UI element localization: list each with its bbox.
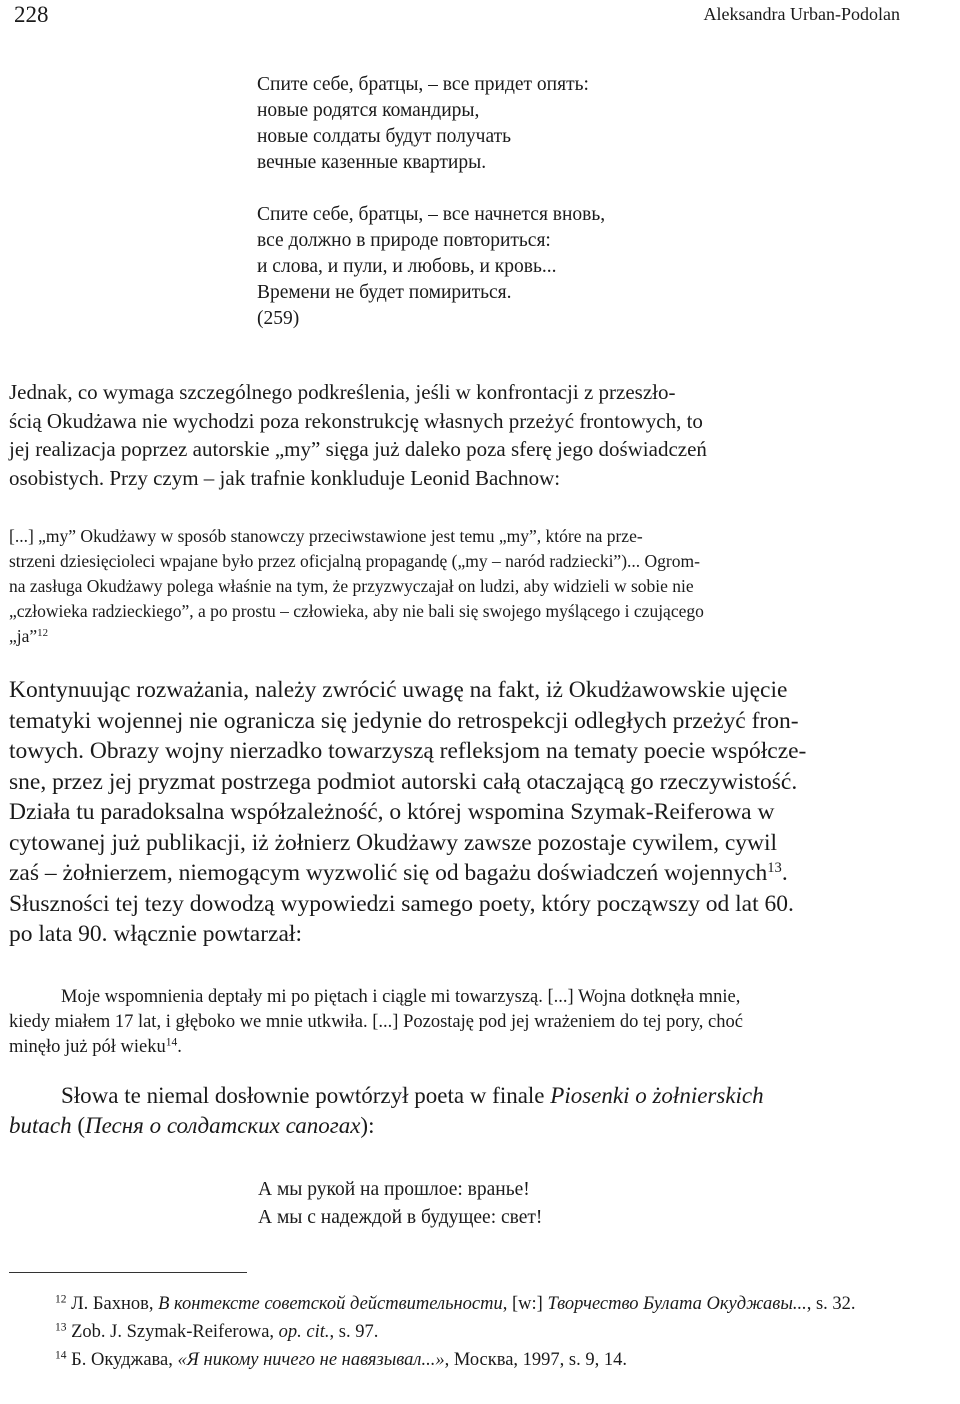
page-number: 228 (14, 2, 49, 27)
text-line: Moje wspomnienia deptały mi po piętach i ciągle mi towarzyszą. [...] Wojna dotknęła mnie, (61, 987, 741, 1007)
text-line: Jednak, co wymaga szczególnego podkreślenia, jeśli w konfrontacji z przeszło- (9, 380, 676, 404)
poem-line: А мы с надеждой в будущее: свет! (258, 1207, 543, 1228)
body-paragraph-1 (9, 378, 896, 492)
text-line: Słowa te niemal dosłownie powtórzył poeta w finale Piosenki o żołnierskich (61, 1083, 764, 1108)
text-line: cytowanej już publikacji, iż żołnierz Okudżawy zawsze pozostaje cywilem, cywil (9, 829, 778, 856)
text-line: kiedy miałem 17 lat, i głęboko we mnie utkwiła. [...] Pozostaję pod jej wrażeniem do tej pory, choć (9, 1012, 743, 1032)
text-line: butach (Песня о солдатских сапогах): (9, 1113, 375, 1138)
footnotes (9, 1290, 896, 1374)
body-paragraph-2 (9, 675, 896, 950)
footnote-divider (9, 1272, 247, 1273)
running-head: Aleksandra Urban-Podolan (703, 4, 900, 24)
block-quote-bachnow (9, 524, 896, 649)
footnote-ref-13[interactable]: 13 (767, 860, 782, 876)
song-title-russian: Песня о солдатских сапогах (85, 1113, 361, 1138)
poem-line: новые родятся командиры, (257, 100, 480, 121)
poem-line: и слова, и пули, и любовь, и кровь... (257, 256, 557, 277)
text-line: jej realizacja poprzez autorskie „my” sięga już daleko poza sferę jego doświadczeń (9, 437, 707, 461)
text-line: na zasługa Okudżawy polega właśnie na tym, że przyzwyczajał on ludzi, aby widzieli w sobie nie (9, 576, 694, 596)
footnote-13: $^{13}$ Zob. J. Szymak-Reiferowa, op. cit., s. 97. (55, 1321, 379, 1342)
poem-quotation-2 (258, 1176, 542, 1232)
text-line: „ja”$^{12}$ (9, 626, 49, 646)
block-quote-okudzhava (9, 985, 896, 1060)
footnote-ref-12[interactable]: 12 (37, 627, 49, 640)
poem-line: вечные казенные квартиры. (257, 152, 487, 173)
text-line: tematyki wojennej nie ogranicza się jedynie do retrospekcji odległych przeżyć fron- (9, 707, 799, 734)
body-paragraph-3 (9, 1081, 896, 1141)
poem-line: Времени не будет помириться. (257, 282, 512, 303)
footnote-14: $^{14}$ Б. Окуджава, «Я никому ничего не навязывал...», Москва, 1997, s. 9, 14. (55, 1349, 628, 1370)
song-title-polish: Piosenki o żołnierskich (550, 1083, 764, 1108)
text-line: zaś – żołnierzem, niemogącym wyzwolić się od bagażu doświadczeń wojennych$^{13}$. (9, 860, 788, 886)
poem-line: Спите себе, братцы, – все придет опять: (257, 74, 589, 95)
text-line: Kontynuując rozważania, należy zwrócić uwagę na fakt, iż Okudżawowskie ujęcie (9, 677, 788, 703)
page-header (14, 0, 900, 32)
poem-line: А мы рукой на прошлое: вранье! (258, 1179, 530, 1200)
text-line: minęło już pół wieku$^{14}$. (9, 1036, 182, 1057)
text-line: „człowieka radzieckiego”, a po prostu – człowieka, aby nie bali się swojego myślącego i czującego (9, 601, 704, 621)
text-line: strzeni dziesięcioleci wpajane było przez oficjalną propagandę („my – naród radziecki”)... Ogrom- (9, 551, 700, 571)
poem-quotation-1 (257, 72, 605, 332)
poem-page-reference: (259) (257, 308, 300, 329)
text-line: [...] „my” Okudżawy w sposób stanowczy przeciwstawione jest temu „my”, które na prze- (9, 526, 643, 546)
text-line: Działa tu paradoksalna współzależność, o której wspomina Szymak-Reiferowa w (9, 799, 775, 825)
footnote-12: $^{12}$ Л. Бахнов, В контексте советской действительности, [w:] Творчество Булата Окуджавы..., s. 32. (55, 1293, 856, 1314)
text-line: po lata 90. włącznie powtarzał: (9, 921, 302, 947)
footnote-ref-14[interactable]: 14 (165, 1036, 178, 1049)
text-line: Słuszności tej tezy dowodzą wypowiedzi samego poety, który począwszy od lat 60. (9, 890, 794, 917)
text-line: ścią Okudżawa nie wychodzi poza rekonstrukcję własnych przeżyć frontowych, to (9, 408, 703, 433)
poem-line: Спите себе, братцы, – все начнется вновь, (257, 204, 606, 225)
poem-line: новые солдаты будут получать (257, 126, 512, 147)
text-line: towych. Obrazy wojny nierzadko towarzyszą refleksjom na tematy poecie współcze- (9, 738, 807, 764)
text-line: osobistych. Przy czym – jak trafnie konkluduje Leonid Bachnow: (9, 465, 561, 490)
text-line: sne, przez jej pryzmat postrzega podmiot autorski całą otaczającą go rzeczywistość. (9, 768, 798, 795)
poem-line: все должно в природе повториться: (257, 230, 551, 251)
